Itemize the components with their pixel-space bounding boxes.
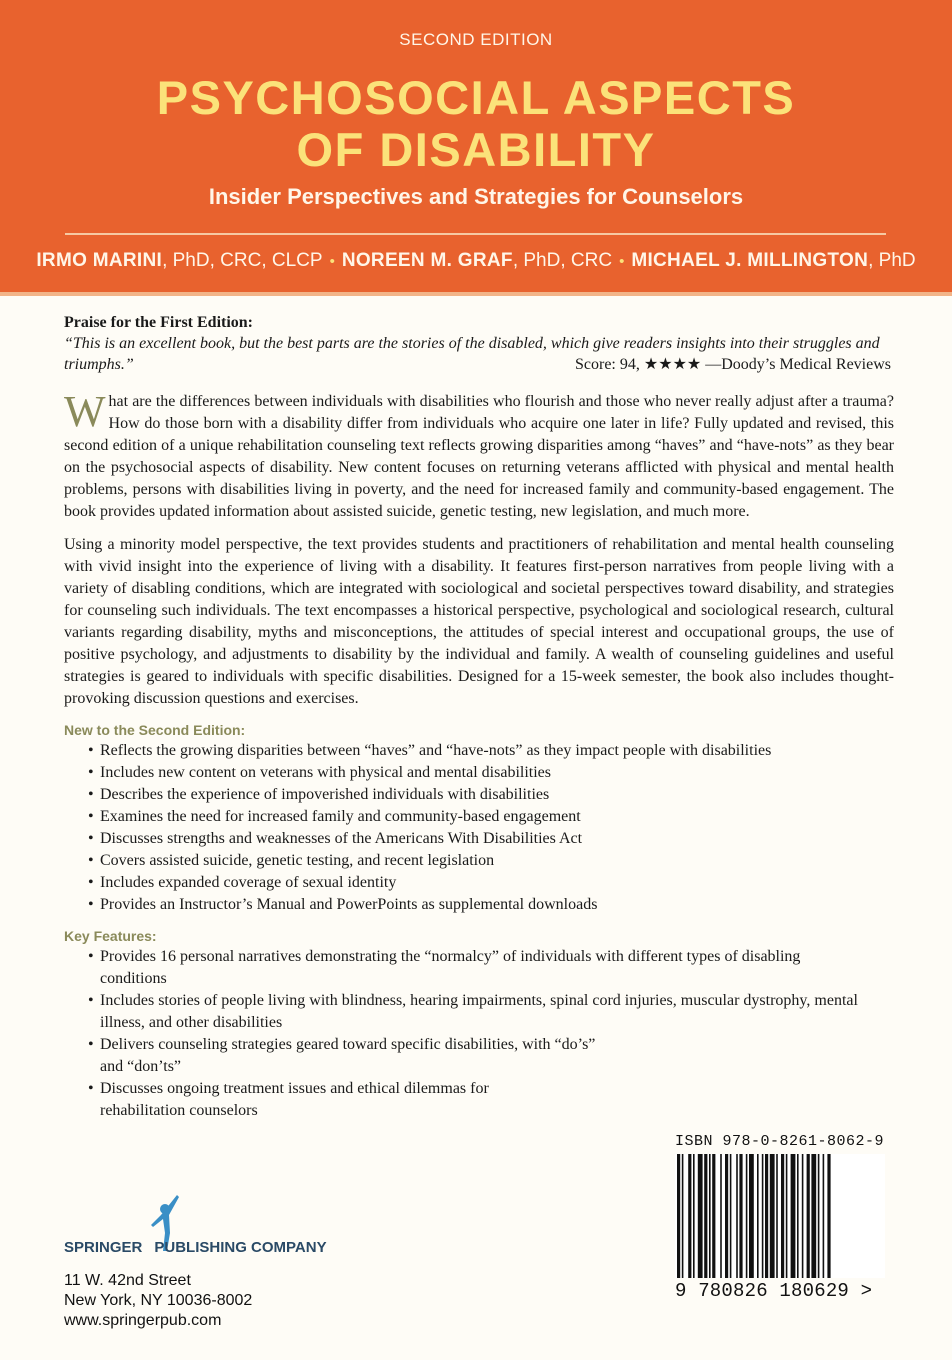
barcode-bar bbox=[693, 1154, 695, 1278]
barcode-bar bbox=[797, 1154, 799, 1278]
barcode-bar bbox=[725, 1154, 728, 1278]
barcode-bar bbox=[757, 1154, 759, 1278]
barcode-bar bbox=[776, 1154, 778, 1278]
key-features-list bbox=[64, 946, 894, 1122]
publisher-name-left: SPRINGER bbox=[64, 1239, 143, 1256]
list-item: • Discusses ongoing treatment issues and ethical dilemmas for rehabilitation counselors bbox=[88, 1078, 570, 1122]
barcode-bar bbox=[770, 1154, 775, 1278]
back-cover-body bbox=[64, 313, 894, 1122]
list-item: • Reflects the growing disparities between “haves” and “have-nots” as they impact people with disabilities bbox=[88, 740, 894, 762]
barcode-bar bbox=[720, 1154, 722, 1278]
barcode-bar bbox=[730, 1154, 732, 1278]
barcode-graphic bbox=[675, 1154, 885, 1278]
barcode-bar bbox=[802, 1154, 804, 1278]
author-separator: • bbox=[619, 253, 625, 270]
isbn-barcode bbox=[675, 1133, 897, 1302]
drop-cap: W bbox=[64, 387, 106, 436]
barcode-bar bbox=[765, 1154, 768, 1278]
barcode-bar bbox=[807, 1154, 810, 1278]
list-item: • Provides 16 personal narratives demonstrating the “normalcy” of individuals with different types of disabling conditions bbox=[88, 946, 860, 990]
list-item: • Includes expanded coverage of sexual identity bbox=[88, 872, 894, 894]
barcode-bar bbox=[811, 1154, 816, 1278]
praise-heading: Praise for the First Edition: bbox=[64, 314, 254, 331]
barcode-number: 9 780826 180629 > bbox=[675, 1280, 873, 1302]
description-paragraph-1 bbox=[64, 387, 894, 523]
author-separator: • bbox=[329, 253, 335, 270]
author-credentials: , PhD, CRC, CLCP bbox=[162, 250, 323, 271]
new-edition-heading: New to the Second Edition: bbox=[64, 722, 246, 738]
address-line-2: New York, NY 10036-8002 bbox=[64, 1292, 253, 1309]
title-line-1: PSYCHOSOCIAL ASPECTS bbox=[156, 71, 796, 124]
title-line-2: OF DISABILITY bbox=[296, 123, 656, 176]
barcode-bar bbox=[823, 1154, 825, 1278]
author-name: NOREEN M. GRAF bbox=[341, 250, 513, 271]
publisher-website: www.springerpub.com bbox=[64, 1312, 222, 1329]
isbn-label: ISBN 978-0-8261-8062-9 bbox=[675, 1133, 885, 1150]
barcode-bar bbox=[736, 1154, 738, 1278]
list-item: • Includes stories of people living with blindness, hearing impairments, spinal cord injuries, muscular dystrophy, mental illness, and other disabilities bbox=[88, 990, 860, 1034]
barcode-bar bbox=[682, 1154, 684, 1278]
barcode-bar bbox=[791, 1154, 796, 1278]
barcode-bar bbox=[704, 1154, 707, 1278]
barcode-bar bbox=[746, 1154, 748, 1278]
barcode-bars bbox=[675, 1154, 885, 1278]
publisher-name-right: PUBLISHING COMPANY bbox=[154, 1239, 327, 1256]
list-item: • Examines the need for increased family and community-based engagement bbox=[88, 806, 894, 828]
barcode-bar bbox=[827, 1154, 830, 1278]
barcode-bar bbox=[781, 1154, 784, 1278]
paragraph-text: hat are the differences between individuals with disabilities who flourish and those who never really adjust after a trauma? How do those born with a disability differ from individuals who acquire one later in life? Fully updated and revised, this second edition of a unique rehabilitation counseling text reflects growing disparities among “haves” and “have-nots” as they bear on the psychosocial aspects of disability. New content focuses on returning veterans afflicted with physical and mental health problems, persons with disabilities living in poverty, and the need for increased family and community-based engagement. The book provides updated information about assisted suicide, genetic testing, new legislation, and much more. bbox=[64, 393, 894, 520]
description-paragraph-2: Using a minority model perspective, the text provides students and practitioners of rehabilitation and mental health counseling with vivid insight into the experience of living with a disability. It features first-person narratives from people living with a variety of disabling conditions, which are integrated with sociological and societal perspectives toward disability, and strategies for counseling such individuals. The text encompasses a historical perspective, psychological and sociological research, cultural variants regarding disability, myths and misconceptions, the attitudes of special interest and occupational groups, the use of positive psychology, and adjustments to disability by the individual and family. A wealth of counseling guidelines and useful strategies is geared to individuals with specific disabilities. Designed for a 15-week semester, the book also includes thought-provoking discussion questions and exercises. bbox=[64, 536, 894, 707]
barcode-bar bbox=[739, 1154, 742, 1278]
publisher-address bbox=[64, 1271, 384, 1331]
barcode-bar bbox=[818, 1154, 820, 1278]
author-name: MICHAEL J. MILLINGTON bbox=[631, 250, 869, 271]
author-credentials: , PhD bbox=[868, 250, 916, 271]
list-item: • Covers assisted suicide, genetic testing, and recent legislation bbox=[88, 850, 894, 872]
barcode-bar bbox=[762, 1154, 764, 1278]
barcode-bar bbox=[712, 1154, 715, 1278]
book-title bbox=[0, 72, 952, 176]
author-list bbox=[0, 250, 952, 272]
list-item: • Discusses strengths and weaknesses of the Americans With Disabilities Act bbox=[88, 828, 894, 850]
barcode-bar bbox=[688, 1154, 691, 1278]
list-item: • Provides an Instructor’s Manual and PowerPoints as supplemental downloads bbox=[88, 894, 894, 916]
author-credentials: , PhD, CRC bbox=[512, 250, 613, 271]
list-item: • Delivers counseling strategies geared toward specific disabilities, with “do’s” and “don’ts” bbox=[88, 1034, 610, 1078]
barcode-bar bbox=[749, 1154, 754, 1278]
barcode-bar bbox=[677, 1154, 680, 1278]
barcode-bar bbox=[709, 1154, 711, 1278]
praise-quote: “This is an excellent book, but the best parts are the stories of the disabled, which give readers insights into their struggles and triumphs.” bbox=[64, 335, 880, 373]
list-item: • Describes the experience of impoverished individuals with disabilities bbox=[88, 784, 894, 806]
praise-citation: Score: 94, ★★★★ —Doody’s Medical Reviews bbox=[575, 356, 891, 373]
key-features-heading: Key Features: bbox=[64, 928, 157, 944]
publisher-name bbox=[64, 1239, 327, 1256]
author-name: IRMO MARINI bbox=[36, 250, 163, 271]
cover-header bbox=[0, 0, 952, 296]
header-divider bbox=[65, 233, 886, 235]
edition-label: SECOND EDITION bbox=[399, 30, 553, 49]
publisher-logo bbox=[64, 1193, 384, 1273]
barcode-bar bbox=[786, 1154, 788, 1278]
barcode-bar bbox=[698, 1154, 703, 1278]
new-edition-list bbox=[64, 740, 894, 916]
list-item: • Includes new content on veterans with physical and mental disabilities bbox=[88, 762, 894, 784]
book-subtitle: Insider Perspectives and Strategies for Counselors bbox=[208, 184, 744, 209]
publisher-block bbox=[64, 1193, 384, 1331]
address-line-1: 11 W. 42nd Street bbox=[64, 1272, 191, 1289]
